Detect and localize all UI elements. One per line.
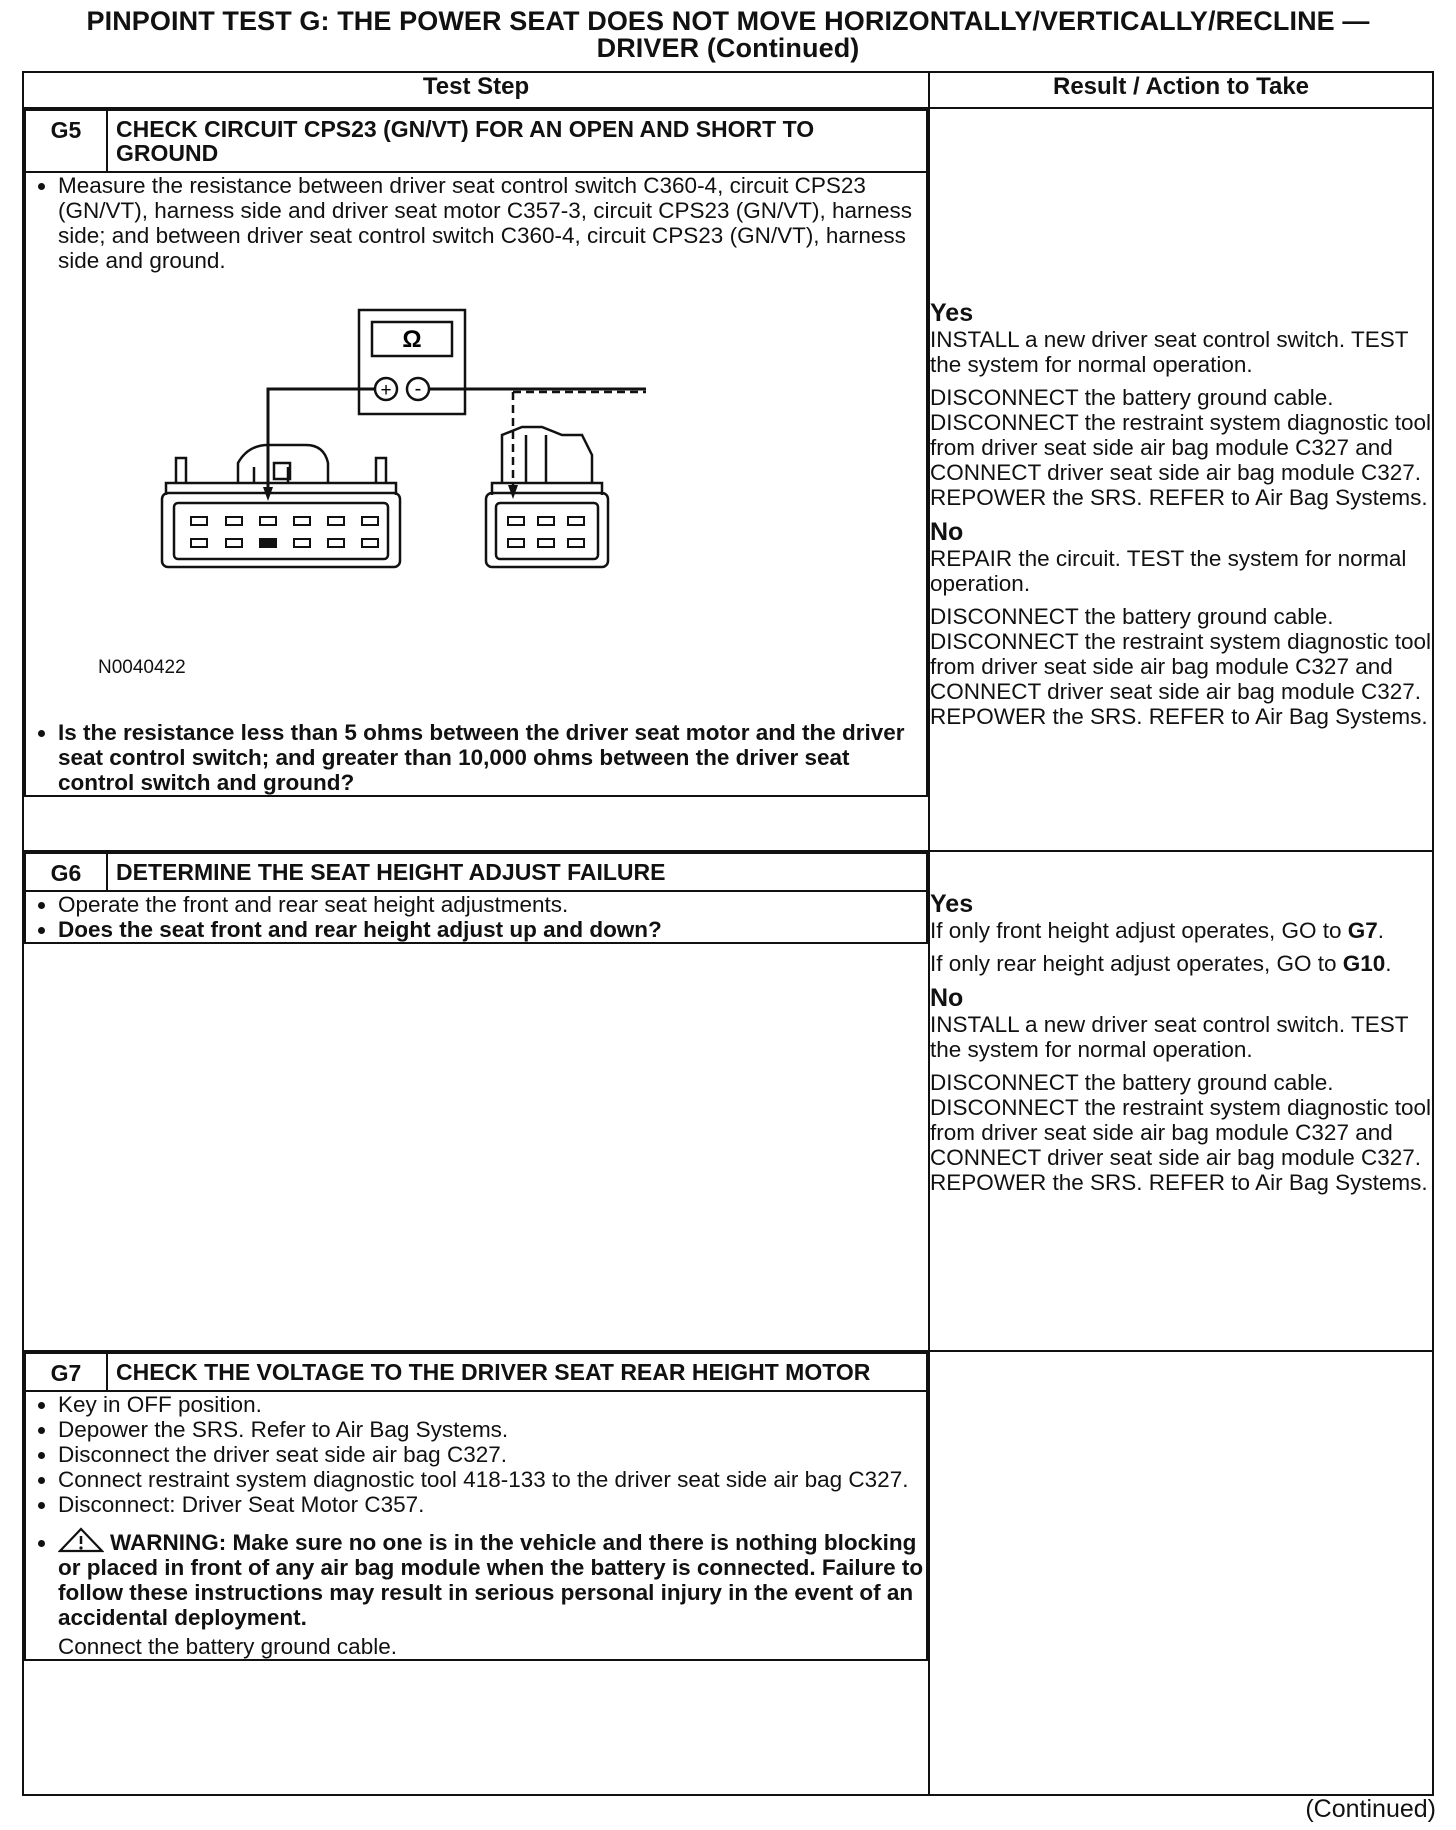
resistance-measurement-diagram [26,295,646,625]
plus-sign: + [380,380,392,401]
continued-footer: (Continued) [1305,1795,1436,1823]
result-empty-cell [929,1351,1433,1795]
period: . [1377,918,1385,943]
step-question: • Is the resistance less than 5 ohms between the driver seat motor and the driver seat control switch; and greater than 10,000 ohms between the driver seat control switch and ground? [58,720,926,795]
page-title [0,8,1456,62]
result-no-label: No [930,518,964,546]
step-question: • Does the seat front and rear height adjust up and down? [58,917,926,942]
step-instruction: • Operate the front and rear seat height adjustments. [58,892,926,917]
result-yes-action-1: INSTALL a new driver seat control switch. TEST the system for normal operation. [930,327,1409,377]
title-line-2: DRIVER (Continued) [596,33,860,63]
step-id: G7 [25,1353,107,1391]
result-no-action-1: REPAIR the circuit. TEST the system for normal operation. [930,546,1407,596]
result-yes-label: Yes [930,299,974,327]
step-title: CHECK THE VOLTAGE TO THE DRIVER SEAT REAR HEIGHT MOTOR [107,1353,927,1391]
step-instruction: • Disconnect the driver seat side air bag C327. [58,1442,926,1467]
result-no-action-2: DISCONNECT the battery ground cable. DISCONNECT the restraint system diagnostic tool from driver seat side air bag module C327 and CONNECT driver seat side air bag module C327. REPOWER the SRS. REFER to Air Bag Systems. [930,604,1432,729]
step-instruction: • Key in OFF position. [58,1392,926,1417]
step-instruction: • Measure the resistance between driver seat control switch C360-4, circuit CPS23 (GN/VT), harness side and driver seat motor C357-3, circuit CPS23 (GN/VT), harness side; and between driver seat control switch C360-4, circuit CPS23 (GN/VT), harness side and ground. [58,173,926,273]
result-yes-action-2 [930,951,1432,976]
step-title: DETERMINE THE SEAT HEIGHT ADJUST FAILURE [107,853,927,891]
motor-connector-cavities [508,517,584,547]
result-yes-text-1: If only front height adjust operates, GO to [930,918,1342,943]
warning-icon [58,1527,104,1553]
result-no-action-1: INSTALL a new driver seat control switch. TEST the system for normal operation. [930,1012,1409,1062]
step-instruction: Connect the battery ground cable. [58,1634,397,1659]
step-title: CHECK CIRCUIT CPS23 (GN/VT) FOR AN OPEN AND SHORT TO GROUND [107,110,927,172]
step-instruction: • Connect restraint system diagnostic tool 418-133 to the driver seat side air bag C327. [58,1467,926,1492]
figure-id: N0040422 [98,657,186,678]
switch-connector-c360 [162,445,400,567]
step-g7-row [23,1351,1433,1795]
step-g5-row [23,108,1433,851]
result-yes-action-1 [930,918,1432,943]
result-no-action-2: DISCONNECT the battery ground cable. DISCONNECT the restraint system diagnostic tool from driver seat side air bag module C327 and CONNECT driver seat side air bag module C327. REPOWER the SRS. REFER to Air Bag Systems. [930,1070,1432,1195]
result-yes-label: Yes [930,890,974,918]
step-id: G6 [25,853,107,891]
step-instruction: • Depower the SRS. Refer to Air Bag Systems. [58,1417,926,1442]
minus-sign: - [414,378,422,400]
period: . [1385,951,1392,976]
header-test-step: Test Step [23,72,929,108]
result-yes-text-2: If only rear height adjust operates, GO to [930,951,1337,976]
step-instruction: • Disconnect: Driver Seat Motor C357. [58,1492,926,1517]
result-yes-action-2: DISCONNECT the battery ground cable. DISCONNECT the restraint system diagnostic tool from driver seat side air bag module C327 and CONNECT driver seat side air bag module C327. REPOWER the SRS. REFER to Air Bag Systems. [930,385,1432,510]
warning-text: WARNING: Make sure no one is in the vehicle and there is nothing blocking or placed in front of any air bag module when the battery is connected. Failure to follow these instructions may result in serious personal injury in the event of an accidental deployment. [58,1530,924,1630]
step-id: G5 [25,110,107,172]
switch-connector-cavities [191,517,378,547]
ohm-symbol: Ω [402,326,422,353]
pinpoint-test-table [22,71,1434,1796]
warning-item [58,1527,926,1630]
step-link-g7[interactable]: G7 [1347,918,1378,943]
step-g6-row [23,851,1433,1351]
title-line-1: PINPOINT TEST G: THE POWER SEAT DOES NOT MOVE HORIZONTALLY/VERTICALLY/RECLINE — [86,6,1370,36]
result-no-label: No [930,984,964,1012]
step-link-g10[interactable]: G10 [1342,951,1386,976]
header-result: Result / Action to Take [929,72,1433,108]
ground-lead [513,392,646,553]
